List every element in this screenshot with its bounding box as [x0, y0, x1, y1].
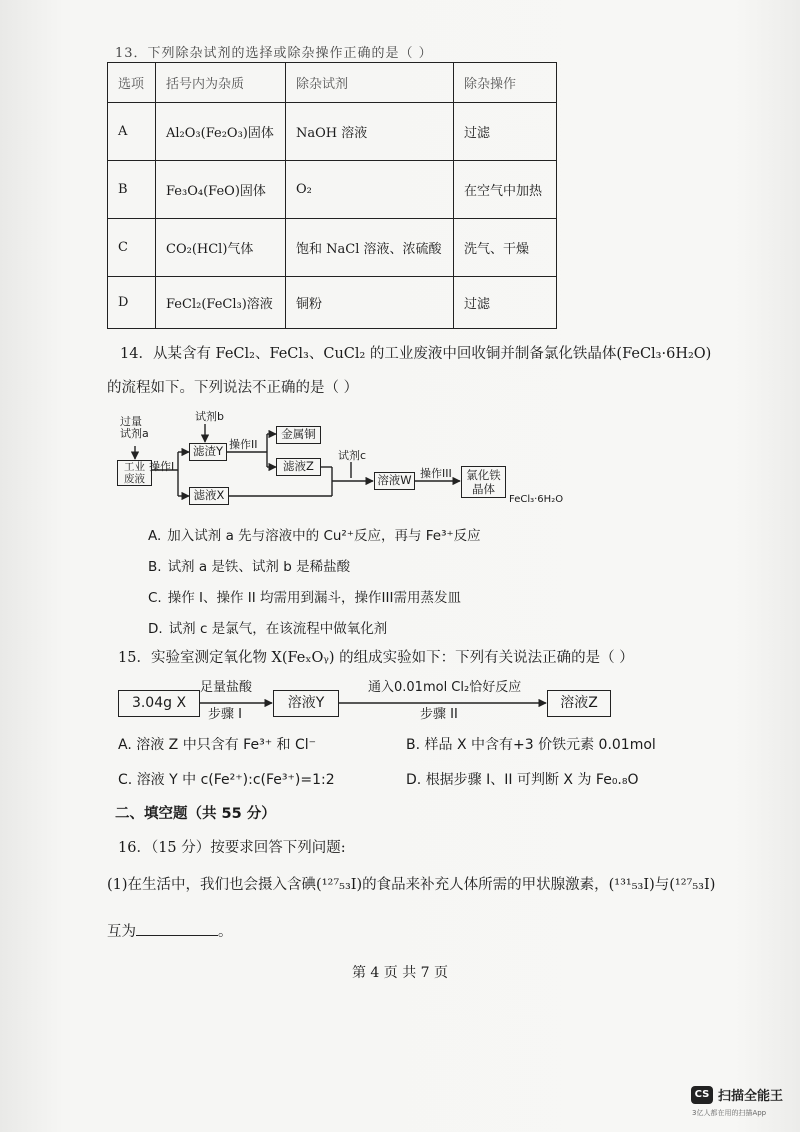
table-cell: Al₂O₃(Fe₂O₃)固体	[156, 103, 286, 161]
table-cell: 铜粉	[286, 277, 454, 329]
cs-logo-icon: CS	[691, 1086, 713, 1104]
crystal-formula: FeCl₃·6H₂O	[509, 494, 564, 505]
page-footer: 第 4 页 共 7 页	[351, 965, 449, 981]
waste-box: 工业 废液	[117, 460, 152, 486]
reagent-a-label: 过量 试剂a	[120, 415, 149, 441]
table-cell: O₂	[286, 161, 454, 219]
filtrate-y-box: 滤渣Y	[189, 443, 227, 461]
q13-title: 13．下列除杂试剂的选择或除杂操作正确的是（ ）	[115, 46, 433, 61]
op2-label: 操作II	[229, 438, 258, 451]
table-cell: Fe₃O₄(FeO)固体	[156, 161, 286, 219]
reagent-b-label: 试剂b	[195, 410, 224, 423]
step1-bottom-label: 步骤 I	[208, 707, 242, 722]
scanner-app-name: 扫描全能王	[718, 1089, 784, 1104]
q16-stem: 16．（15 分）按要求回答下列问题:	[118, 840, 346, 856]
filtrate-x-box: 滤液X	[189, 487, 229, 505]
table-cell: D	[108, 277, 156, 329]
table-cell: 饱和 NaCl 溶液、浓硫酸	[286, 219, 454, 277]
table-cell: B	[108, 161, 156, 219]
q14-option-a: A. 加入试剂 a 先与溶液中的 Cu²⁺反应，再与 Fe³⁺反应	[148, 528, 481, 544]
table-header: 除杂试剂	[286, 63, 454, 103]
solution-w-box: 溶液W	[374, 472, 415, 490]
q14-option-c: C. 操作 I、操作 II 均需用到漏斗，操作III需用蒸发皿	[148, 590, 461, 606]
table-cell: C	[108, 219, 156, 277]
q16-part1-line1: (1)在生活中，我们也会摄入含碘(¹²⁷₅₃I)的食品来补充人体所需的甲状腺激素，(¹³¹₅₃I)与(¹²⁷₅₃I)	[107, 877, 716, 893]
q15-option-d: D. 根据步骤 I、II 可判断 X 为 Fe₀.₈O	[406, 772, 639, 788]
op3-label: 操作III	[420, 467, 452, 480]
table-cell: 在空气中加热	[454, 161, 557, 219]
scanner-watermark	[691, 1085, 783, 1104]
crystal-box: 氯化铁 晶体	[461, 466, 506, 498]
table-cell: 过滤	[454, 277, 557, 329]
table-header: 括号内为杂质	[156, 63, 286, 103]
solution-z-box: 溶液Z	[547, 690, 611, 717]
metal-cu-box: 金属铜	[276, 426, 321, 444]
reagent-c-label: 试剂c	[338, 449, 367, 462]
step1-top-label: 足量盐酸	[200, 680, 253, 695]
op1-label: 操作I	[149, 460, 175, 473]
step2-bottom-label: 步骤 II	[420, 707, 458, 722]
table-header: 选项	[108, 63, 156, 103]
q16-part1-line2: 互为 。	[107, 924, 233, 940]
section-2-heading: 二、填空题（共 55 分）	[115, 806, 276, 822]
table-header: 除杂操作	[454, 63, 557, 103]
q14-option-b: B. 试剂 a 是铁、试剂 b 是稀盐酸	[148, 559, 351, 575]
solution-y-box: 溶液Y	[273, 690, 339, 717]
scanner-tagline: 3亿人都在用的扫描App	[692, 1109, 767, 1117]
answer-blank[interactable]	[136, 922, 218, 936]
table-cell: 过滤	[454, 103, 557, 161]
table-cell: CO₂(HCl)气体	[156, 219, 286, 277]
q15-option-b: B. 样品 X 中含有+3 价铁元素 0.01mol	[406, 737, 656, 753]
table-cell: FeCl₂(FeCl₃)溶液	[156, 277, 286, 329]
table-cell: 洗气、干燥	[454, 219, 557, 277]
filtrate-z-box: 滤液Z	[276, 458, 321, 476]
step2-top-label: 通入0.01mol Cl₂恰好反应	[368, 680, 522, 695]
table-cell: A	[108, 103, 156, 161]
table-cell: NaOH 溶液	[286, 103, 454, 161]
q14-stem-line1: 14．从某含有 FeCl₂、FeCl₃、CuCl₂ 的工业废液中回收铜并制备氯化铁晶体(FeCl₃·6H₂O)	[120, 346, 712, 362]
q14-option-d: D. 试剂 c 是氯气，在该流程中做氧化剂	[148, 621, 388, 637]
q15-option-c: C. 溶液 Y 中 c(Fe²⁺):c(Fe³⁺)=1:2	[118, 772, 335, 788]
q14-stem-line2: 的流程如下。下列说法不正确的是（ ）	[107, 380, 359, 396]
sample-x-box: 3.04g X	[118, 690, 200, 717]
q15-stem: 15．实验室测定氧化物 X(FeₓOᵧ) 的组成实验如下：下列有关说法正确的是（ ）	[118, 650, 634, 666]
q15-option-a: A. 溶液 Z 中只含有 Fe³⁺ 和 Cl⁻	[118, 737, 317, 753]
